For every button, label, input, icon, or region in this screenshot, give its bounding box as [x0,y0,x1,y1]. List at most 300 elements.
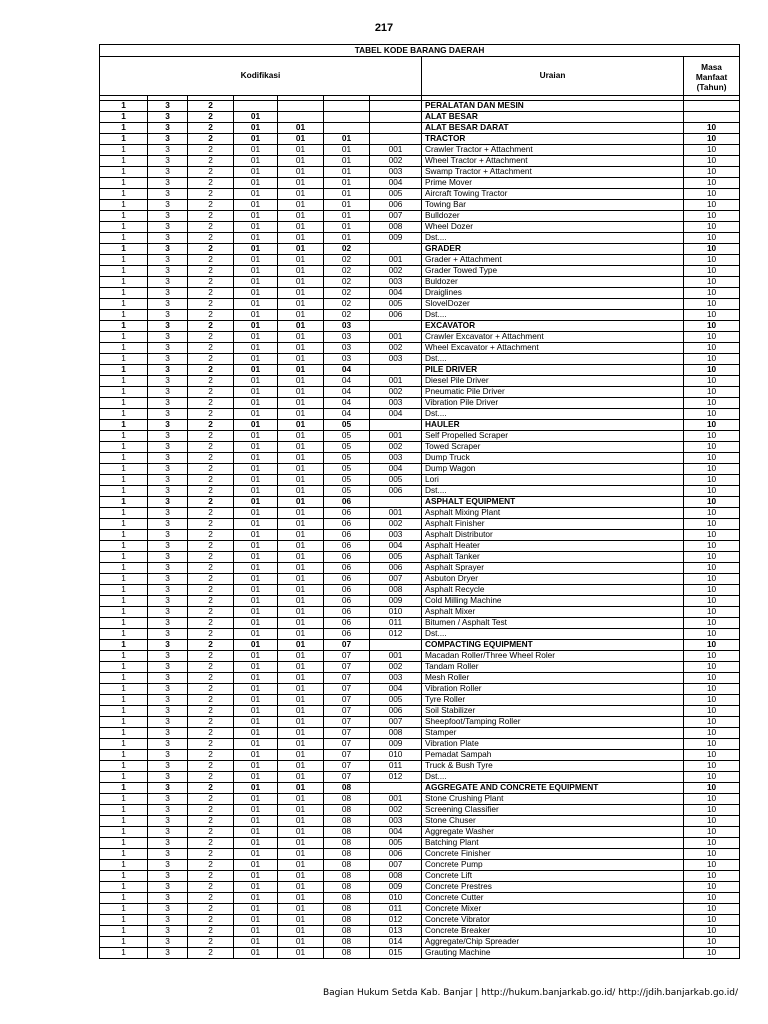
cell-kode-akun: 1 [100,530,148,541]
header-masa-line1: Masa [701,61,722,72]
cell-kode-akun: 1 [100,266,148,277]
cell-kode-sub-rincian: 06 [324,552,370,563]
cell-kode-kelompok: 3 [148,321,188,332]
cell-masa-manfaat: 10 [684,475,740,486]
cell-kode-akun: 1 [100,123,148,134]
cell-masa-manfaat: 10 [684,651,740,662]
cell-uraian: GRADER [422,244,684,255]
cell-masa-manfaat: 10 [684,882,740,893]
table-row [100,321,740,332]
table-row [100,695,740,706]
cell-masa-manfaat: 10 [684,134,740,145]
cell-kode-objek: 01 [234,486,278,497]
cell-kode-kelompok: 3 [148,849,188,860]
table-body [100,101,740,959]
cell-kode-akun: 1 [100,321,148,332]
cell-kode-rincian-objek: 01 [278,376,324,387]
cell-uraian: Asbuton Dryer [422,574,684,585]
cell-kode-sub-sub-rincian: 002 [370,662,422,673]
cell-kode-rincian-objek: 01 [278,354,324,365]
cell-kode-rincian-objek: 01 [278,200,324,211]
cell-kode-sub-sub-rincian [370,783,422,794]
cell-kode-rincian-objek: 01 [278,662,324,673]
cell-kode-kelompok: 3 [148,486,188,497]
table-row [100,442,740,453]
cell-kode-jenis: 2 [188,794,234,805]
table-row [100,574,740,585]
cell-kode-kelompok: 3 [148,607,188,618]
table-row [100,750,740,761]
cell-kode-kelompok: 3 [148,695,188,706]
cell-kode-sub-sub-rincian: 003 [370,530,422,541]
cell-kode-rincian-objek: 01 [278,398,324,409]
cell-kode-kelompok: 3 [148,453,188,464]
cell-kode-akun: 1 [100,244,148,255]
cell-uraian: Sheepfoot/Tamping Roller [422,717,684,728]
cell-uraian: Tyre Roller [422,695,684,706]
table-row [100,552,740,563]
cell-kode-sub-rincian: 06 [324,618,370,629]
cell-kode-sub-rincian: 08 [324,937,370,948]
cell-kode-sub-sub-rincian: 003 [370,816,422,827]
cell-kode-jenis: 2 [188,783,234,794]
cell-kode-kelompok: 3 [148,343,188,354]
cell-kode-akun: 1 [100,101,148,112]
cell-uraian: Asphalt Sprayer [422,563,684,574]
cell-kode-akun: 1 [100,926,148,937]
cell-kode-objek: 01 [234,508,278,519]
cell-kode-rincian-objek: 01 [278,156,324,167]
cell-kode-sub-sub-rincian: 004 [370,464,422,475]
cell-masa-manfaat: 10 [684,783,740,794]
table-row [100,299,740,310]
cell-kode-akun: 1 [100,145,148,156]
cell-uraian: Concrete Pump [422,860,684,871]
cell-kode-objek: 01 [234,838,278,849]
cell-kode-objek: 01 [234,156,278,167]
cell-kode-sub-sub-rincian: 006 [370,310,422,321]
cell-kode-kelompok: 3 [148,706,188,717]
cell-kode-objek: 01 [234,299,278,310]
cell-kode-sub-sub-rincian: 003 [370,277,422,288]
cell-uraian: Draiglines [422,288,684,299]
cell-kode-sub-sub-rincian: 001 [370,794,422,805]
cell-kode-objek: 01 [234,684,278,695]
cell-kode-objek: 01 [234,277,278,288]
table-row [100,827,740,838]
table-row [100,420,740,431]
cell-kode-objek: 01 [234,145,278,156]
cell-kode-objek: 01 [234,387,278,398]
cell-kode-sub-rincian: 08 [324,849,370,860]
cell-kode-sub-sub-rincian: 004 [370,684,422,695]
cell-kode-sub-sub-rincian: 012 [370,629,422,640]
cell-uraian: Stamper [422,728,684,739]
cell-kode-rincian-objek: 01 [278,882,324,893]
cell-kode-sub-rincian: 08 [324,827,370,838]
cell-masa-manfaat: 10 [684,838,740,849]
cell-kode-sub-sub-rincian: 008 [370,222,422,233]
cell-kode-rincian-objek: 01 [278,189,324,200]
cell-kode-akun: 1 [100,915,148,926]
cell-kode-jenis: 2 [188,838,234,849]
cell-kode-objek: 01 [234,585,278,596]
cell-kode-objek: 01 [234,563,278,574]
cell-kode-jenis: 2 [188,343,234,354]
cell-kode-rincian-objek: 01 [278,772,324,783]
cell-kode-akun: 1 [100,497,148,508]
cell-kode-jenis: 2 [188,101,234,112]
cell-kode-sub-rincian: 05 [324,464,370,475]
cell-kode-akun: 1 [100,574,148,585]
cell-kode-kelompok: 3 [148,266,188,277]
cell-uraian: Bitumen / Asphalt Test [422,618,684,629]
table-row [100,178,740,189]
cell-kode-sub-sub-rincian: 005 [370,299,422,310]
cell-kode-objek: 01 [234,926,278,937]
table-row [100,200,740,211]
table-row [100,101,740,112]
cell-kode-objek: 01 [234,728,278,739]
cell-uraian: SlovelDozer [422,299,684,310]
cell-kode-rincian-objek: 01 [278,453,324,464]
table-row [100,739,740,750]
table-row [100,332,740,343]
cell-kode-sub-rincian: 01 [324,211,370,222]
cell-kode-objek: 01 [234,453,278,464]
table-row [100,816,740,827]
cell-uraian: AGGREGATE AND CONCRETE EQUIPMENT [422,783,684,794]
cell-uraian: Asphalt Mixer [422,607,684,618]
cell-kode-kelompok: 3 [148,937,188,948]
cell-kode-jenis: 2 [188,255,234,266]
cell-masa-manfaat: 10 [684,607,740,618]
cell-kode-kelompok: 3 [148,893,188,904]
cell-masa-manfaat: 10 [684,266,740,277]
cell-kode-sub-sub-rincian: 014 [370,937,422,948]
cell-masa-manfaat: 10 [684,310,740,321]
cell-kode-sub-sub-rincian: 003 [370,673,422,684]
cell-kode-jenis: 2 [188,552,234,563]
cell-kode-kelompok: 3 [148,750,188,761]
cell-kode-objek: 01 [234,629,278,640]
table-row [100,453,740,464]
cell-kode-rincian-objek: 01 [278,486,324,497]
table-row [100,926,740,937]
table-row [100,343,740,354]
cell-kode-kelompok: 3 [148,354,188,365]
table-row [100,948,740,959]
cell-kode-kelompok: 3 [148,310,188,321]
cell-kode-sub-rincian: 04 [324,387,370,398]
cell-kode-sub-sub-rincian: 003 [370,354,422,365]
cell-uraian: Stone Crushing Plant [422,794,684,805]
cell-kode-sub-sub-rincian: 003 [370,453,422,464]
cell-kode-jenis: 2 [188,607,234,618]
cell-kode-sub-sub-rincian: 012 [370,915,422,926]
cell-kode-jenis: 2 [188,585,234,596]
cell-masa-manfaat: 10 [684,343,740,354]
cell-kode-objek: 01 [234,178,278,189]
cell-kode-objek: 01 [234,772,278,783]
cell-kode-jenis: 2 [188,519,234,530]
cell-kode-objek: 01 [234,607,278,618]
cell-kode-rincian-objek: 01 [278,739,324,750]
cell-kode-jenis: 2 [188,618,234,629]
cell-kode-sub-rincian: 02 [324,288,370,299]
cell-kode-sub-sub-rincian [370,101,422,112]
cell-kode-akun: 1 [100,695,148,706]
cell-kode-kelompok: 3 [148,596,188,607]
cell-kode-kelompok: 3 [148,541,188,552]
cell-uraian: Concrete Finisher [422,849,684,860]
cell-kode-akun: 1 [100,651,148,662]
cell-kode-jenis: 2 [188,706,234,717]
table-row [100,112,740,123]
cell-kode-kelompok: 3 [148,772,188,783]
cell-kode-akun: 1 [100,222,148,233]
cell-masa-manfaat: 10 [684,915,740,926]
cell-kode-kelompok: 3 [148,288,188,299]
cell-uraian: TRACTOR [422,134,684,145]
cell-kode-sub-rincian: 01 [324,145,370,156]
cell-kode-akun: 1 [100,167,148,178]
cell-masa-manfaat: 10 [684,563,740,574]
cell-kode-akun: 1 [100,354,148,365]
cell-kode-sub-sub-rincian: 009 [370,233,422,244]
cell-kode-sub-sub-rincian: 010 [370,750,422,761]
cell-uraian: Asphalt Finisher [422,519,684,530]
cell-kode-sub-sub-rincian: 004 [370,827,422,838]
cell-kode-rincian-objek: 01 [278,827,324,838]
cell-kode-sub-rincian: 02 [324,277,370,288]
cell-kode-jenis: 2 [188,299,234,310]
table-row [100,266,740,277]
cell-uraian: Wheel Tractor + Attachment [422,156,684,167]
table-row [100,860,740,871]
cell-kode-kelompok: 3 [148,299,188,310]
cell-masa-manfaat: 10 [684,387,740,398]
cell-kode-rincian-objek: 01 [278,178,324,189]
cell-kode-sub-rincian: 07 [324,640,370,651]
cell-kode-objek: 01 [234,860,278,871]
cell-kode-sub-rincian: 06 [324,596,370,607]
cell-masa-manfaat [684,101,740,112]
cell-kode-objek: 01 [234,233,278,244]
cell-kode-kelompok: 3 [148,926,188,937]
cell-kode-akun: 1 [100,211,148,222]
table-row [100,475,740,486]
cell-kode-akun: 1 [100,200,148,211]
cell-kode-akun: 1 [100,376,148,387]
cell-kode-jenis: 2 [188,321,234,332]
cell-kode-sub-rincian: 08 [324,794,370,805]
cell-kode-jenis: 2 [188,882,234,893]
cell-masa-manfaat: 10 [684,354,740,365]
cell-kode-sub-sub-rincian: 008 [370,585,422,596]
cell-kode-kelompok: 3 [148,475,188,486]
cell-kode-akun: 1 [100,233,148,244]
cell-kode-sub-rincian: 02 [324,299,370,310]
cell-kode-rincian-objek: 01 [278,321,324,332]
cell-uraian: Dst.... [422,629,684,640]
cell-kode-rincian-objek: 01 [278,475,324,486]
cell-kode-sub-rincian: 06 [324,508,370,519]
cell-kode-rincian-objek: 01 [278,816,324,827]
cell-uraian: Concrete Prestres [422,882,684,893]
cell-kode-rincian-objek: 01 [278,277,324,288]
cell-uraian: Dst.... [422,310,684,321]
cell-kode-sub-rincian: 02 [324,310,370,321]
cell-kode-sub-rincian: 06 [324,574,370,585]
cell-kode-akun: 1 [100,310,148,321]
cell-masa-manfaat: 10 [684,233,740,244]
cell-kode-objek: 01 [234,849,278,860]
cell-kode-kelompok: 3 [148,761,188,772]
cell-kode-rincian-objek: 01 [278,805,324,816]
cell-uraian: Asphalt Recycle [422,585,684,596]
table-row [100,409,740,420]
cell-kode-rincian-objek: 01 [278,640,324,651]
table-row [100,761,740,772]
cell-kode-jenis: 2 [188,475,234,486]
cell-masa-manfaat: 10 [684,728,740,739]
table-row [100,497,740,508]
cell-kode-rincian-objek: 01 [278,717,324,728]
cell-kode-sub-sub-rincian: 001 [370,508,422,519]
cell-kode-rincian-objek: 01 [278,750,324,761]
cell-kode-objek: 01 [234,706,278,717]
table-row [100,640,740,651]
cell-kode-sub-rincian: 06 [324,563,370,574]
cell-kode-rincian-objek: 01 [278,651,324,662]
table-row [100,310,740,321]
cell-kode-sub-sub-rincian: 004 [370,541,422,552]
cell-kode-akun: 1 [100,112,148,123]
cell-masa-manfaat: 10 [684,288,740,299]
cell-kode-akun: 1 [100,618,148,629]
cell-masa-manfaat: 10 [684,937,740,948]
cell-uraian: Concrete Lift [422,871,684,882]
cell-masa-manfaat: 10 [684,574,740,585]
cell-kode-rincian-objek: 01 [278,849,324,860]
cell-uraian: Swamp Tractor + Attachment [422,167,684,178]
cell-kode-rincian-objek: 01 [278,343,324,354]
cell-kode-objek [234,101,278,112]
cell-kode-sub-sub-rincian: 005 [370,475,422,486]
cell-kode-sub-sub-rincian [370,497,422,508]
cell-kode-sub-sub-rincian: 007 [370,211,422,222]
cell-kode-objek: 01 [234,332,278,343]
cell-masa-manfaat: 10 [684,794,740,805]
cell-masa-manfaat: 10 [684,464,740,475]
cell-kode-kelompok: 3 [148,794,188,805]
cell-kode-jenis: 2 [188,926,234,937]
cell-masa-manfaat: 10 [684,299,740,310]
cell-kode-rincian-objek: 01 [278,618,324,629]
cell-kode-rincian-objek: 01 [278,244,324,255]
cell-kode-kelompok: 3 [148,673,188,684]
cell-kode-jenis: 2 [188,409,234,420]
cell-kode-jenis: 2 [188,233,234,244]
cell-kode-sub-rincian: 03 [324,354,370,365]
cell-kode-sub-rincian: 07 [324,706,370,717]
cell-kode-rincian-objek: 01 [278,794,324,805]
cell-kode-sub-rincian: 08 [324,904,370,915]
cell-kode-jenis: 2 [188,695,234,706]
cell-kode-objek: 01 [234,376,278,387]
cell-kode-sub-sub-rincian: 006 [370,200,422,211]
cell-masa-manfaat: 10 [684,442,740,453]
cell-kode-rincian-objek: 01 [278,860,324,871]
cell-kode-jenis: 2 [188,717,234,728]
cell-kode-sub-rincian: 06 [324,541,370,552]
cell-masa-manfaat: 10 [684,332,740,343]
cell-kode-sub-rincian: 02 [324,244,370,255]
table-row [100,728,740,739]
cell-kode-kelompok: 3 [148,387,188,398]
cell-kode-sub-rincian: 01 [324,222,370,233]
cell-kode-rincian-objek: 01 [278,134,324,145]
cell-kode-akun: 1 [100,585,148,596]
cell-masa-manfaat: 10 [684,585,740,596]
cell-kode-akun: 1 [100,398,148,409]
cell-kode-jenis: 2 [188,365,234,376]
cell-kode-sub-rincian: 07 [324,750,370,761]
cell-masa-manfaat: 10 [684,849,740,860]
cell-kode-rincian-objek: 01 [278,948,324,959]
cell-kode-kelompok: 3 [148,123,188,134]
table-row [100,486,740,497]
cell-kode-sub-sub-rincian: 007 [370,574,422,585]
cell-kode-sub-rincian: 08 [324,838,370,849]
cell-kode-akun: 1 [100,288,148,299]
cell-masa-manfaat: 10 [684,530,740,541]
cell-uraian: EXCAVATOR [422,321,684,332]
cell-kode-sub-rincian: 04 [324,409,370,420]
table-row [100,508,740,519]
cell-kode-sub-sub-rincian: 008 [370,871,422,882]
cell-kode-sub-sub-rincian: 012 [370,772,422,783]
cell-kode-jenis: 2 [188,376,234,387]
cell-kode-sub-rincian: 02 [324,255,370,266]
cell-masa-manfaat: 10 [684,222,740,233]
cell-kode-akun: 1 [100,486,148,497]
table-row [100,156,740,167]
cell-masa-manfaat: 10 [684,904,740,915]
cell-kode-objek: 01 [234,541,278,552]
cell-masa-manfaat: 10 [684,739,740,750]
cell-kode-objek: 01 [234,310,278,321]
cell-uraian: HAULER [422,420,684,431]
cell-kode-kelompok: 3 [148,277,188,288]
cell-kode-akun: 1 [100,332,148,343]
cell-kode-kelompok: 3 [148,519,188,530]
cell-kode-objek: 01 [234,816,278,827]
cell-uraian: Concrete Vibrator [422,915,684,926]
cell-kode-kelompok: 3 [148,464,188,475]
table-row [100,937,740,948]
cell-kode-objek: 01 [234,211,278,222]
table-row [100,772,740,783]
cell-kode-jenis: 2 [188,761,234,772]
cell-kode-sub-sub-rincian: 011 [370,761,422,772]
cell-kode-objek: 01 [234,596,278,607]
cell-kode-rincian-objek: 01 [278,387,324,398]
cell-kode-akun: 1 [100,343,148,354]
cell-kode-rincian-objek: 01 [278,684,324,695]
cell-kode-sub-rincian: 06 [324,497,370,508]
